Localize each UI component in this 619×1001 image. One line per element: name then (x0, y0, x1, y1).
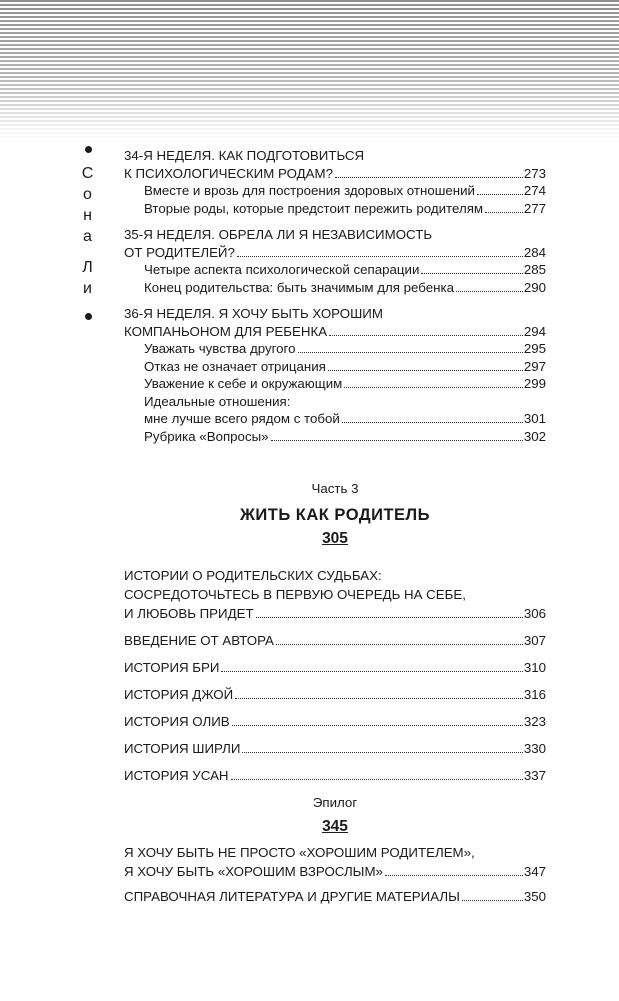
author-char: а (83, 228, 93, 245)
toc-subitem-title: Уважение к себе и окружающим (144, 376, 343, 391)
toc-heading-line: 35-Я НЕДЕЛЯ. ОБРЕЛА ЛИ Я НЕЗАВИСИМОСТЬ (124, 227, 433, 242)
page-number: 307 (523, 633, 546, 648)
page-number: 302 (523, 428, 546, 444)
toc-subitem[interactable] (124, 340, 546, 358)
toc-end (124, 843, 546, 912)
leader-dots (271, 440, 523, 441)
toc-entry-line: СОСРЕДОТОЧЬТЕСЬ В ПЕРВУЮ ОЧЕРЕДЬ НА СЕБЕ, (124, 587, 466, 602)
toc-heading-line: К ПСИХОЛОГИЧЕСКИМ РОДАМ? (124, 165, 333, 181)
page-number: 273 (523, 165, 546, 181)
toc-group-week-34 (124, 147, 546, 217)
part-title: ЖИТЬ КАК РОДИТЕЛЬ (240, 506, 430, 524)
toc-subitem[interactable] (124, 428, 546, 446)
leader-dots (231, 779, 523, 780)
part-page-number[interactable]: 305 (322, 530, 348, 547)
page-number: 297 (523, 358, 546, 374)
toc-subitem[interactable] (124, 182, 546, 200)
toc-heading-line: 34-Я НЕДЕЛЯ. КАК ПОДГОТОВИТЬСЯ (124, 148, 365, 163)
toc-subitem-title: Уважать чувства другого (144, 341, 296, 356)
leader-dots (242, 752, 522, 753)
leader-dots (328, 370, 523, 371)
leader-dots (385, 875, 523, 876)
leader-dots (335, 177, 523, 178)
page-number: 306 (523, 606, 546, 621)
toc-heading[interactable] (124, 305, 546, 340)
toc-entry-line: ИСТОРИЯ УСАН (124, 768, 229, 783)
part-label: Часть 3 (311, 481, 359, 496)
leader-dots (421, 273, 522, 274)
toc-entry[interactable] (124, 658, 546, 677)
toc-heading-line: 36-Я НЕДЕЛЯ. Я ХОЧУ БЫТЬ ХОРОШИМ (124, 306, 383, 321)
toc-entry-line: ИСТОРИЯ ОЛИВ (124, 714, 230, 729)
page-number: 285 (523, 262, 546, 277)
toc-entry-line: ВВЕДЕНИЕ ОТ АВТОРА (124, 633, 274, 648)
toc-entry[interactable] (124, 887, 546, 906)
page-number: 310 (523, 660, 546, 675)
page-number: 323 (523, 714, 546, 729)
toc-entry[interactable] (124, 566, 546, 623)
author-char: о (83, 186, 93, 203)
leader-dots (298, 352, 523, 353)
toc-entry-line: СПРАВОЧНАЯ ЛИТЕРАТУРА И ДРУГИЕ МАТЕРИАЛЫ (124, 889, 460, 904)
toc-subitem-title: Вторые роды, которые предстоит пережить родителям (144, 200, 484, 216)
page-number: 277 (523, 200, 546, 216)
page-number: 274 (523, 183, 546, 198)
toc-entry-line: ИСТОРИЯ БРИ (124, 660, 220, 675)
page-number: 350 (523, 889, 546, 904)
page-number: 290 (523, 279, 546, 295)
header-halftone-band (0, 0, 619, 140)
toc-subitem[interactable] (124, 375, 546, 393)
leader-dots (221, 671, 522, 672)
side-author-label (80, 146, 96, 320)
author-char: С (81, 165, 95, 182)
toc-subitem[interactable] (124, 200, 546, 218)
toc-entry[interactable] (124, 843, 546, 881)
toc-subitem-title: Идеальные отношения: (144, 393, 291, 409)
epilogue-label: Эпилог (312, 795, 358, 810)
leader-dots (477, 194, 523, 195)
toc-subitem-title: Четыре аспекта психологической сепарации (144, 262, 420, 277)
toc-subitem-title: Конец родительства: быть значимым для ребенка (144, 279, 454, 295)
epilogue-page-number[interactable]: 345 (322, 818, 348, 835)
toc-subitem-title: Вместе и врозь для построения здоровых отношений (144, 183, 475, 198)
toc-entry-line: И ЛЮБОВЬ ПРИДЕТ (124, 606, 254, 621)
toc-entry[interactable] (124, 631, 546, 650)
leader-dots (329, 335, 523, 336)
toc-subitem-title: мне лучше всего рядом с тобой (144, 411, 340, 426)
toc-subitem-title: Отказ не означает отрицания (144, 358, 326, 374)
toc-entry[interactable] (124, 685, 546, 704)
toc-entry-line: Я ХОЧУ БЫТЬ НЕ ПРОСТО «ХОРОШИМ РОДИТЕЛЕМ», (124, 845, 475, 860)
leader-dots (235, 698, 523, 699)
toc-subitem[interactable] (124, 393, 546, 428)
toc-entry[interactable] (124, 712, 546, 731)
leader-dots (276, 644, 523, 645)
page-number: 299 (523, 376, 546, 391)
leader-dots (344, 387, 523, 388)
toc-entry-line: ИСТОРИЯ ДЖОЙ (124, 687, 234, 702)
toc-part-3 (124, 566, 546, 793)
toc-heading-line: ОТ РОДИТЕЛЕЙ? (124, 244, 235, 260)
page-number: 284 (523, 244, 546, 260)
leader-dots (237, 256, 523, 257)
part-3-heading (124, 480, 546, 550)
toc-entry[interactable] (124, 739, 546, 758)
author-char: н (83, 207, 93, 224)
leader-dots (256, 617, 523, 618)
toc-subitem[interactable] (124, 279, 546, 297)
bullet-dot-top (85, 146, 92, 153)
author-char: и (83, 280, 93, 297)
page-number: 337 (523, 768, 546, 783)
toc-entry-line: Я ХОЧУ БЫТЬ «ХОРОШИМ ВЗРОСЛЫМ» (124, 864, 383, 879)
leader-dots (342, 422, 523, 423)
leader-dots (462, 900, 523, 901)
leader-dots (456, 291, 523, 292)
leader-dots (485, 212, 523, 213)
toc-heading[interactable] (124, 226, 546, 261)
toc-group-week-36 (124, 305, 546, 445)
page-number: 295 (523, 341, 546, 356)
toc-heading-line: КОМПАНЬОНОМ ДЛЯ РЕБЕНКА (124, 323, 328, 339)
toc-heading[interactable] (124, 147, 546, 182)
toc-entry-line: ИСТОРИИ О РОДИТЕЛЬСКИХ СУДЬБАХ: (124, 568, 382, 583)
epilogue-heading (124, 794, 546, 838)
bullet-dot-bottom (85, 313, 92, 320)
toc-subitem[interactable] (124, 358, 546, 376)
toc-entry[interactable] (124, 766, 546, 785)
page-number: 316 (523, 687, 546, 702)
toc-weeks (124, 147, 546, 454)
toc-subitem[interactable] (124, 261, 546, 279)
toc-group-week-35 (124, 226, 546, 296)
toc-entry-line: ИСТОРИЯ ШИРЛИ (124, 741, 241, 756)
author-char: Л (82, 259, 94, 276)
page-number: 294 (523, 323, 546, 339)
toc-subitem-title: Рубрика «Вопросы» (144, 428, 269, 444)
leader-dots (232, 725, 523, 726)
page-number: 347 (523, 864, 546, 879)
author-vertical-text (80, 163, 96, 299)
page-number: 330 (523, 741, 546, 756)
page-number: 301 (523, 411, 546, 426)
